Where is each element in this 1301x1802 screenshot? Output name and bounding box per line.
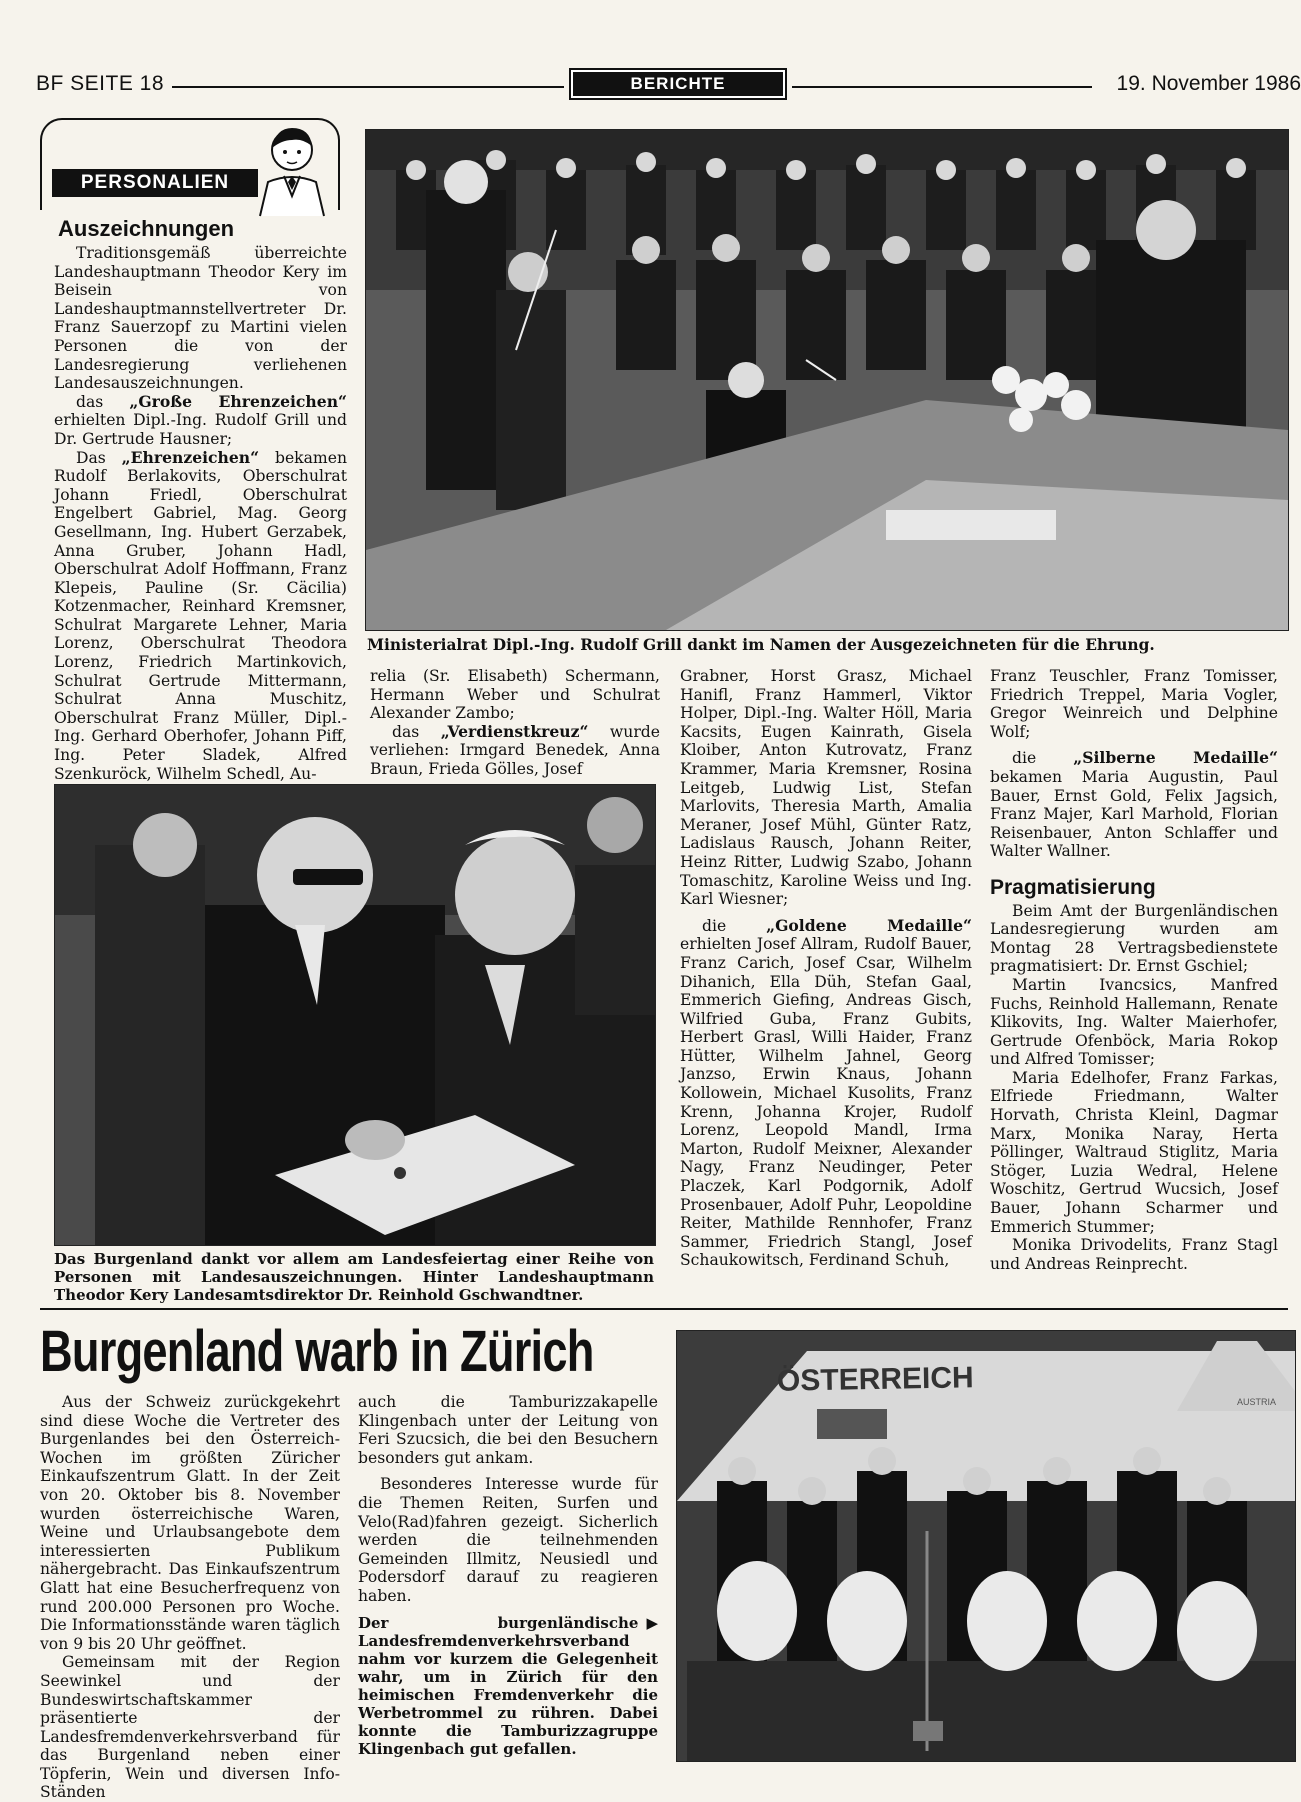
section-divider bbox=[40, 1308, 1288, 1310]
heading-auszeichnungen: Auszeichnungen bbox=[58, 216, 235, 241]
text-span: das bbox=[392, 722, 441, 741]
tamburizza-band-image bbox=[677, 1331, 1295, 1761]
zurich-column-1 bbox=[40, 1393, 340, 1802]
text-span: die bbox=[1012, 749, 1074, 768]
goldene-medaille-continued: Franz Teuschler, Franz Tomisser, Friedrich Treppel, Maria Vogler, Gregor Weinreich und Delphine Wolf; bbox=[990, 667, 1278, 741]
issue-date: 19. November 1986 bbox=[1116, 72, 1301, 95]
zurich-para-2: Gemeinsam mit der Region Seewinkel und der Bundeswirtschaftskammer präsentierte der Landesfremdenverkehrsverband für das Burgenland neben einer Töpferin, Wein und diversen Info-Ständen bbox=[40, 1653, 340, 1802]
award-name: „Verdienstkreuz“ bbox=[440, 721, 589, 741]
ceremony-hall-image bbox=[366, 130, 1288, 630]
zurich-headline: Burgenland warb in Zürich bbox=[40, 1319, 594, 1384]
handshake-image bbox=[55, 785, 655, 1245]
zurich-para-1: Aus der Schweiz zurückgekehrt sind diese Woche die Vertreter des Burgenlandes bei den Österreich-Wochen im größten Züricher Einkaufszentrum Glatt. In der Zeit von 20. Oktober bis 8. November wurden österreichische Waren, Weine und Urlaubsangebote dem interessierten Publikum nähergebracht. Das Einkaufszentrum Glatt hat eine Besucherfrequenz von rund 200.000 Personen pro Woche. Die Informationsstände waren täglich von 9 bis 20 Uhr geöffnet. bbox=[40, 1393, 340, 1653]
ehrenzeichen-para bbox=[54, 449, 347, 784]
grosse-ehrenzeichen-para bbox=[54, 393, 347, 449]
zurich-column-2 bbox=[358, 1393, 658, 1606]
text-span: die bbox=[702, 916, 767, 935]
auszeichnungen-column-4 bbox=[990, 667, 1278, 1273]
auszeichnungen-column-1 bbox=[54, 244, 347, 783]
page-number: BF SEITE 18 bbox=[36, 72, 165, 95]
auszeichnungen-column-2 bbox=[370, 667, 660, 779]
personalien-label: PERSONALIEN bbox=[52, 169, 258, 197]
photo2-caption: Das Burgenland dankt vor allem am Landesfeiertag einer Reihe von Personen mit Landesauszeichnungen. Hinter Landeshauptmann Theodor Kery Landesamtsdirektor Dr. Reinhold Gschwandtner. bbox=[54, 1250, 654, 1304]
photo-ceremony-hall bbox=[365, 129, 1289, 631]
award-name: „Ehrenzeichen“ bbox=[121, 447, 260, 467]
section-tag bbox=[569, 68, 787, 100]
photo-handshake bbox=[54, 784, 656, 1246]
award-name: „Silberne Medaille“ bbox=[1073, 748, 1278, 768]
header-rule-right bbox=[792, 86, 1092, 88]
section-label: BERICHTE bbox=[573, 72, 783, 96]
pragmatisierung-group-2: Maria Edelhofer, Franz Farkas, Elfriede Friedmann, Walter Horvath, Christa Kleinl, Dagmar Marx, Monika Naray, Herta Pöllinger, Waltraud Stiglitz, Maria Stöger, Luzia Wedral, Helene Woschitz, Gertrud Wucsich, Josef Bauer, Johann Scharmer und Emmerich Stummer; bbox=[990, 1068, 1278, 1236]
text-span: Das bbox=[76, 448, 122, 467]
text-span: das bbox=[76, 392, 130, 411]
austria-logo-text: AUSTRIA bbox=[1237, 1397, 1277, 1407]
caption-text: Der burgenländische Landesfremdenverkehrsverband nahm vor kurzem die Gelegenheit wahr, um in Zürich für den heimischen Fremdenverkehr die Werbetrommel zu rühren. Dabei konnte die Tamburizzagruppe Klingenbach gut gefallen. bbox=[358, 1614, 658, 1758]
person-icon bbox=[248, 120, 338, 218]
zurich-para-2-continued: auch die Tamburizzakapelle Klingenbach unter der Leitung von Feri Szucsich, die bei den Besuchern besonders gut ankam. bbox=[358, 1393, 658, 1467]
photo-tamburizza-band bbox=[676, 1330, 1296, 1762]
award-name: „Große Ehrenzeichen“ bbox=[129, 391, 347, 411]
auszeichnungen-intro: Traditionsgemäß überreichte Landeshauptmann Theodor Kery im Beisein von Landeshauptmannstellvertreter Dr. Franz Sauerzopf zu Martini vielen Personen die von der Landesregierung verliehenen Landesauszeichnungen. bbox=[54, 244, 347, 393]
silberne-medaille-para bbox=[990, 749, 1278, 861]
pragmatisierung-group-1: Martin Ivancsics, Manfred Fuchs, Reinhold Hallemann, Renate Klikovits, Ing. Walter Maierhofer, Gertrude Ofenböck, Maria Rokop und Alfred Tomisser; bbox=[990, 975, 1278, 1069]
zurich-caption bbox=[358, 1614, 658, 1758]
text-span: bekamen Rudolf Berlakovits, Oberschulrat Johann Friedl, Oberschulrat Engelbert Gabriel, Mag. Georg Gesellmann, Ing. Hubert Gerzabek, Anna Gruber, Johann Hadl, Oberschulrat Adolf Hoffmann, Franz Klepeis, Pauline (Sr. Cäcilia) Kotzenmacher, Reinhard Kremsner, Schulrat Margarete Lehner, Maria Lorenz, Oberschulrat Theodora Lorenz, Friedrich Martinkovich, Schulrat Gertrude Mittermann, Schulrat Anna Muschitz, Oberschulrat Franz Müller, Dipl.-Ing. Gerhard Oberhofer, Johann Piff, Ing. Peter Sladek, Alfred Szenkuröck, Wilhelm Schedl, Au- bbox=[54, 448, 347, 783]
header-rule-left bbox=[172, 86, 564, 88]
text-span: bekamen Maria Augustin, Paul Bauer, Ernst Gold, Felix Jagsich, Franz Majer, Karl Marhold, Florian Reisenbauer, Anton Schlaffer und Walter Wallner. bbox=[990, 767, 1278, 861]
oesterreich-banner: ÖSTERREICH bbox=[776, 1361, 974, 1398]
pragmatisierung-intro: Beim Amt der Burgenländischen Landesregierung wurden am Montag 28 Vertragsbedienstete pragmatisiert: Dr. Ernst Gschiel; bbox=[990, 901, 1278, 976]
text-span: erhielten Dipl.-Ing. Rudolf Grill und Dr. Gertrude Hausner; bbox=[54, 411, 347, 448]
goldene-medaille-para bbox=[680, 917, 972, 1270]
photo1-caption: Ministerialrat Dipl.-Ing. Rudolf Grill dankt im Namen der Ausgezeichneten für die Ehrung. bbox=[367, 636, 1155, 654]
text-span: wurde verliehen: Irmgard Benedek, Anna Braun, Frieda Gölles, Josef bbox=[370, 722, 660, 778]
award-name: „Goldene Medaille“ bbox=[766, 915, 972, 935]
caption-arrow: ▶ bbox=[646, 1614, 658, 1632]
verdienstkreuz-continued: Grabner, Horst Grasz, Michael Hanifl, Franz Hammerl, Viktor Holper, Dipl.-Ing. Walter Höll, Maria Kacsits, Eugen Kainrath, Gisela Kloiber, Anton Kutrovatz, Franz Krammer, Maria Kremsner, Rosina Leitgeb, Ludwig List, Stefan Marlovits, Theresia Marth, Amalia Meraner, Josef Mühl, Günter Ratz, Ladislaus Rausch, Johann Reiter, Heinz Ritter, Ludwig Szabo, Johann Tomaschitz, Karoline Weiss und Ing. Karl Wiesner; bbox=[680, 667, 972, 909]
zurich-para-3: Besonderes Interesse wurde für die Themen Reiten, Surfen und Velo(Rad)fahren gezeigt. Sicherlich werden die teilnehmenden Gemeinden Illmitz, Neusiedl und Podersdorf darauf zu reagieren haben. bbox=[358, 1475, 658, 1605]
verdienstkreuz-para bbox=[370, 723, 660, 779]
heading-pragmatisierung: Pragmatisierung bbox=[990, 875, 1156, 899]
ehrenzeichen-continued: relia (Sr. Elisabeth) Schermann, Hermann Weber und Schulrat Alexander Zambo; bbox=[370, 667, 660, 723]
auszeichnungen-column-3 bbox=[680, 667, 972, 1270]
text-span: erhielten Josef Allram, Rudolf Bauer, Franz Carich, Josef Csar, Wilhelm Dihanich, Ella Düh, Stefan Gaal, Emmerich Giefing, Andreas Gisch, Wilfried Guba, Franz Gubits, Herbert Grasl, Willi Haider, Franz Hütter, Wilhelm Jahnel, Georg Janzso, Erwin Knaus, Johann Kollowein, Michael Kusolits, Franz Krenn, Johanna Krojer, Rudolf Lorenz, Leopold Mandl, Irma Marton, Rudolf Meixner, Alexander Nagy, Franz Neudinger, Peter Placzek, Karl Podgornik, Adolf Prosenbauer, Adolf Puhr, Leopoldine Reiter, Mathilde Rennhofer, Franz Sammer, Friedrich Stangl, Josef Schaukowitsch, Ferdinand Schuh, bbox=[680, 935, 972, 1270]
pragmatisierung-group-3: Monika Drivodelits, Franz Stagl und Andreas Reinprecht. bbox=[990, 1236, 1278, 1273]
